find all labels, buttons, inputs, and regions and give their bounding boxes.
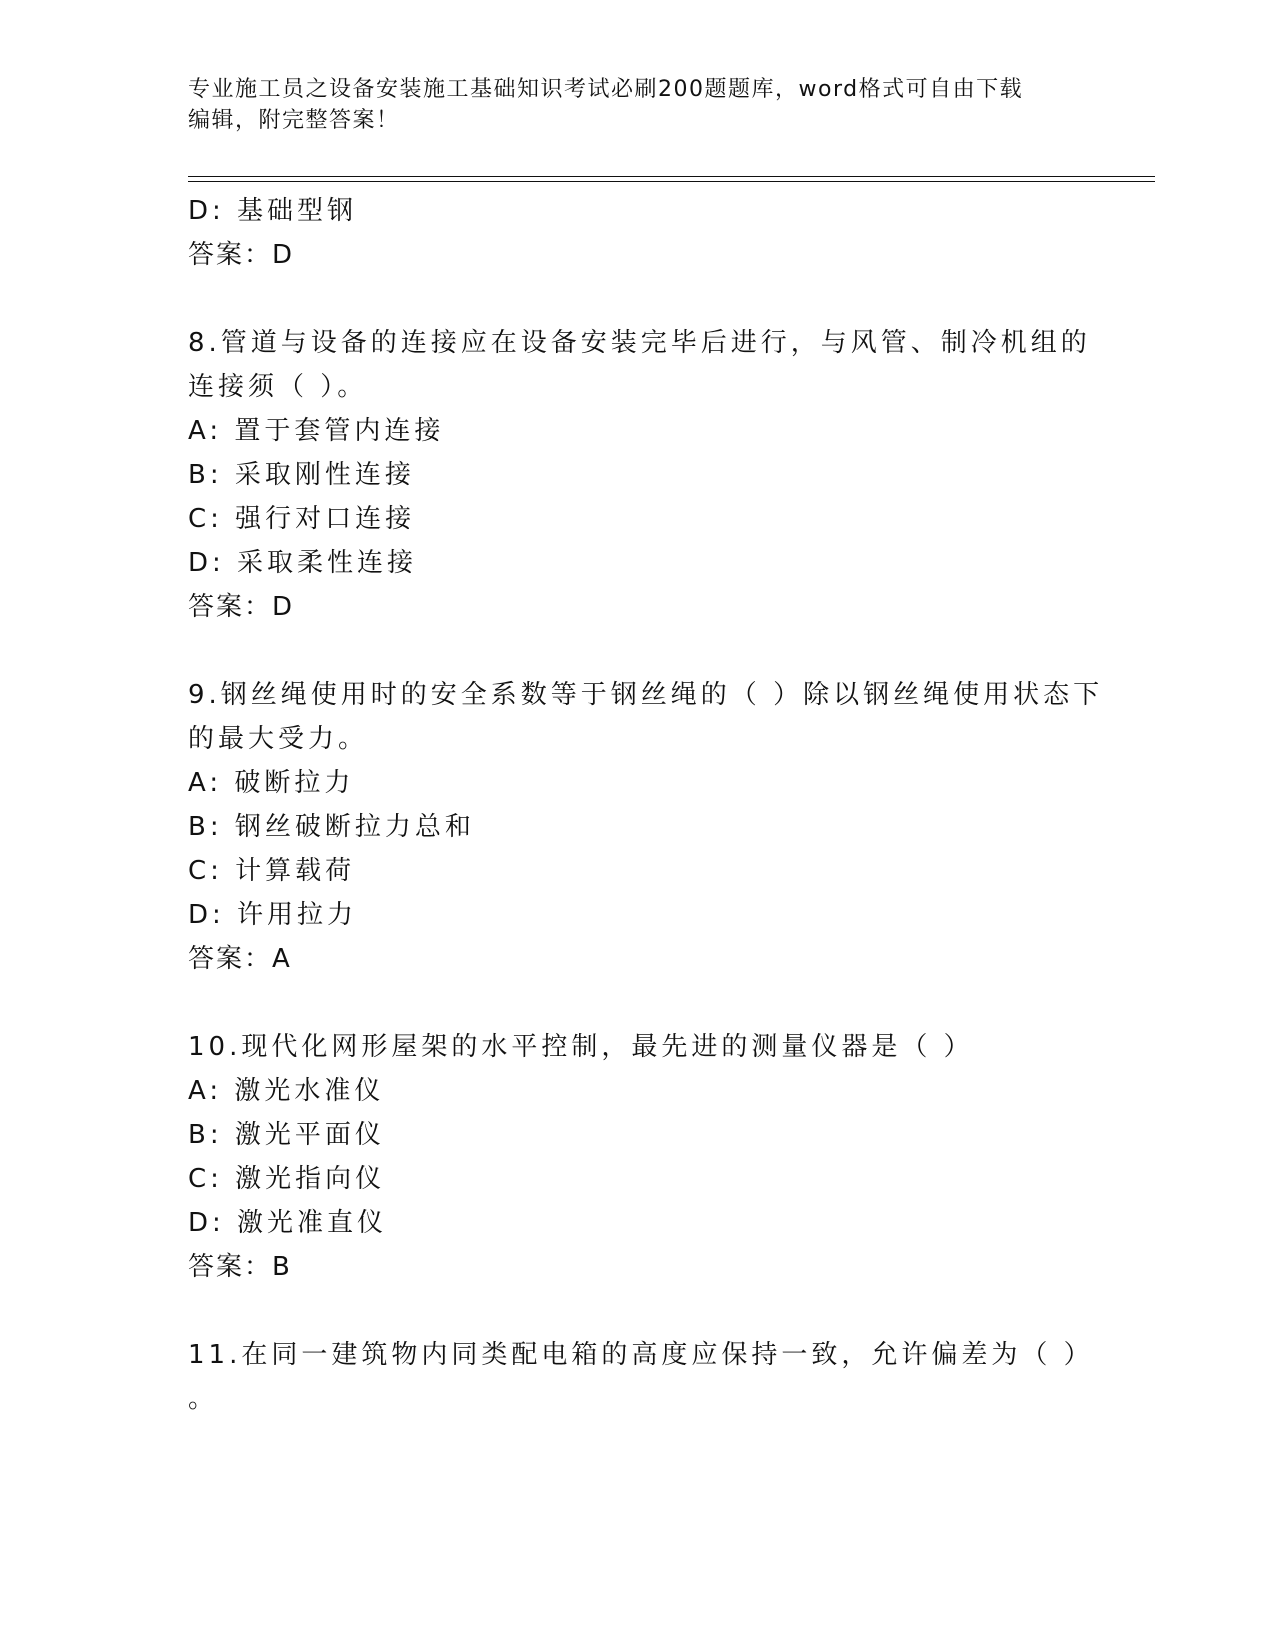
q11-stem-line-2: 。 xyxy=(188,1384,219,1414)
q7-option-d: D: 基础型钢 xyxy=(188,196,358,226)
q8-answer: 答案：D xyxy=(188,592,295,622)
header-divider-top xyxy=(188,176,1155,177)
q8-option-a: A: 置于套管内连接 xyxy=(188,416,445,446)
q9-option-b: B: 钢丝破断拉力总和 xyxy=(188,812,475,842)
header-line-1: 专业施工员之设备安装施工基础知识考试必刷200题题库，word格式可自由下载 xyxy=(188,77,1024,102)
q8-stem-line-1: 8.管道与设备的连接应在设备安装完毕后进行，与风管、制冷机组的 xyxy=(188,328,1091,358)
q9-option-c: C: 计算载荷 xyxy=(188,856,356,886)
q9-stem-line-1: 9.钢丝绳使用时的安全系数等于钢丝绳的（ ）除以钢丝绳使用状态下 xyxy=(188,680,1104,710)
header-line-2: 编辑，附完整答案！ xyxy=(188,108,400,133)
q8-stem-line-2: 连接须（ ）。 xyxy=(188,372,368,402)
q10-stem-line-1: 10.现代化网形屋架的水平控制，最先进的测量仪器是（ ） xyxy=(188,1032,974,1062)
header-divider-bottom xyxy=(188,181,1155,182)
q10-option-b: B: 激光平面仪 xyxy=(188,1120,385,1150)
q9-stem-line-2: 的最大受力。 xyxy=(188,724,369,754)
q10-option-d: D: 激光准直仪 xyxy=(188,1208,388,1238)
q9-option-a: A: 破断拉力 xyxy=(188,768,355,798)
q7-answer: 答案：D xyxy=(188,240,295,270)
q8-option-d: D: 采取柔性连接 xyxy=(188,548,418,578)
q9-answer: 答案：A xyxy=(188,944,292,974)
q10-option-a: A: 激光水准仪 xyxy=(188,1076,385,1106)
q10-option-c: C: 激光指向仪 xyxy=(188,1164,386,1194)
document-header xyxy=(188,74,1088,136)
q8-option-c: C: 强行对口连接 xyxy=(188,504,416,534)
q8-option-b: B: 采取刚性连接 xyxy=(188,460,415,490)
q11-stem-line-1: 11.在同一建筑物内同类配电箱的高度应保持一致，允许偏差为（ ） xyxy=(188,1340,1094,1370)
q9-option-d: D: 许用拉力 xyxy=(188,900,358,930)
q10-answer: 答案：B xyxy=(188,1252,292,1282)
